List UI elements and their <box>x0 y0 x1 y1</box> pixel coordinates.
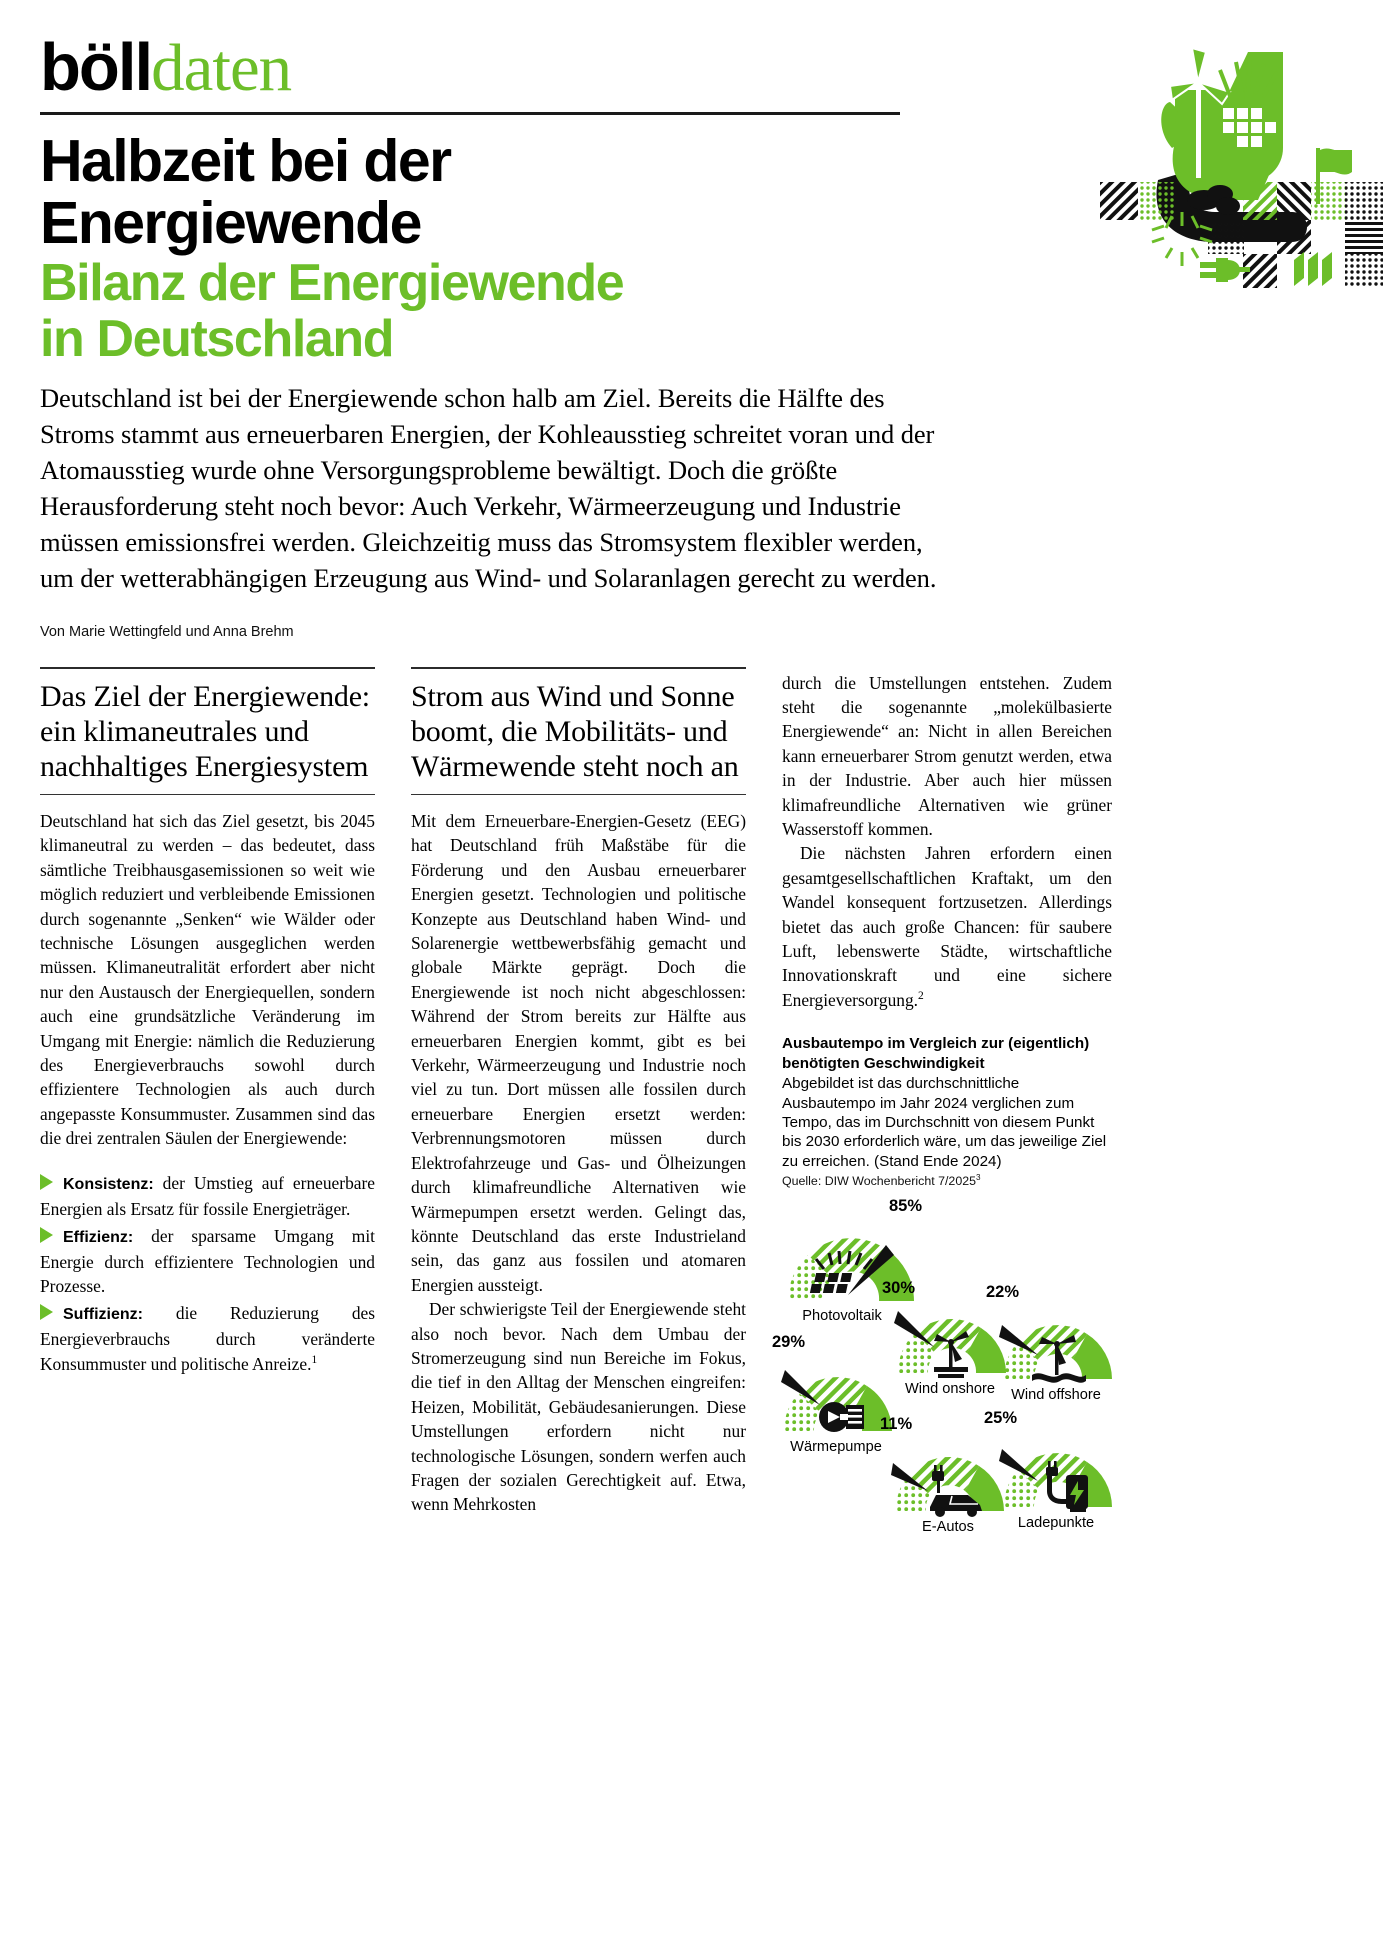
infographic-description: Abgebildet ist das durchschnittliche Ausbautempo im Jahr 2024 verglichen zum Tempo, das im Durchschnitt von diesem Punkt bis 2030 erforderlich wäre, um das jeweilige Ziel zu erreichen. (Stand Ende 2024) <box>782 1075 1107 1170</box>
infographic-title-line-1: Ausbautempo im Vergleich zur (eigentlich) <box>782 1035 1090 1053</box>
gauge-label-waermepumpe: Wärmepumpe <box>790 1439 882 1456</box>
footnote-ref: 3 <box>976 1173 981 1183</box>
triangle-bullet-icon <box>40 1304 53 1320</box>
gauge-label-ladepunkte: Ladepunkte <box>1017 1515 1095 1532</box>
column-1-rule-top <box>40 667 375 669</box>
list-item-term: Effizienz: <box>63 1228 134 1246</box>
list-item-term: Suffizienz: <box>63 1305 143 1323</box>
list-item <box>40 1171 375 1222</box>
masthead-divider <box>40 112 900 115</box>
subtitle-line-2: in Deutschland <box>40 310 394 368</box>
column-1 <box>40 667 375 1534</box>
gauge-chart <box>772 1197 1112 1536</box>
column-1-heading: Das Ziel der Energiewende: ein klimaneutrales und nachhaltiges Energiesystem <box>40 679 370 783</box>
brand-logo <box>40 30 292 105</box>
infographic-source <box>782 1173 1112 1189</box>
triangle-bullet-icon <box>40 1227 53 1243</box>
lead-paragraph: Deutschland ist bei der Energiewende schon halb am Ziel. Bereits die Hälfte des Stroms stammt aus erneuerbaren Energien, der Kohleausstieg schreitet voran und der Atomausstieg wurde ohne Versorgungsprobleme bewältigt. Doch die größte Herausforderung steht noch bevor: Auch Verkehr, Wärmeerzeugung und Industrie müssen emissionsfrei werden. Gleichzeitig muss das Stromsystem flexibler werden, um der wetterabhängigen Erzeugung aus Wind- und Solaranlagen gerecht zu werden. <box>40 383 937 593</box>
infographic-source-text: Quelle: DIW Wochenbericht 7/2025 <box>782 1174 976 1189</box>
headline-line-1: Halbzeit bei der <box>40 128 451 194</box>
list-item-text: der sparsame Umgang mit Energie durch effizientere Technologien und Prozesse. <box>40 1225 375 1297</box>
page-title <box>40 130 1346 366</box>
footnote-ref: 1 <box>311 1353 318 1366</box>
article-columns <box>40 667 1346 1534</box>
column-2-heading: Strom aus Wind und Sonne boomt, die Mobilitäts- und Wärmewende steht noch an <box>411 679 739 783</box>
gauge-value-ladepunkte: 25% <box>984 1409 1018 1428</box>
gauge-ladepunkte <box>984 1409 1118 1549</box>
list-item <box>40 1224 375 1299</box>
gauge-label-wind-onshore: Wind onshore <box>904 1381 996 1398</box>
list-item-text: der Umstieg auf erneuerbare Energien als Ersatz für fossile Energieträger. <box>40 1172 375 1220</box>
principles-list <box>40 1171 375 1376</box>
gauge-value-wind-offshore: 22% <box>986 1283 1020 1302</box>
column-3-paragraph-1: durch die Umstellungen entstehen. Zudem steht die sogenannte „molekülbasierte Energiewende“ an: Nicht in allen Bereichen kann erneuerbarer Strom genutzt werden, etwa in der Industrie. Aber auch hier müssen klimafreundliche Alternativen wie grüner Wasserstoff kommen. <box>782 672 1112 839</box>
subtitle-line-1: Bilanz der Energiewende <box>40 254 624 312</box>
list-item-term: Konsistenz: <box>63 1175 154 1193</box>
infographic-title-line-2: benötigten Geschwindigkeit <box>782 1055 985 1073</box>
triangle-bullet-icon <box>40 1174 53 1190</box>
footnote-ref: 2 <box>918 989 924 1002</box>
column-2-rule-bottom <box>411 794 746 796</box>
list-item <box>40 1301 375 1376</box>
gauge-waermepumpe <box>772 1333 898 1473</box>
gauge-value-wind-onshore: 30% <box>882 1279 916 1298</box>
gauge-value-photovoltaik: 85% <box>889 1197 923 1216</box>
gauge-label-photovoltaik: Photovoltaik <box>802 1308 882 1325</box>
gauge-label-wind-offshore: Wind offshore <box>1011 1387 1101 1404</box>
column-1-paragraph-1: Deutschland hat sich das Ziel gesetzt, bis 2045 klimaneutral zu werden – das bedeutet, dass sämtliche Treibhausgasemissionen so weit wie möglich reduziert und verbleibende Emissionen durch sogenannte „Senken“ wie Wälder oder technische Lösungen ausgeglichen werden müssen. Klimaneutralität erfordert aber nicht nur den Austausch der Energiequellen, sondern auch eine grundsätzliche Veränderung im Umgang mit Energie: nämlich die Reduzierung des Energieverbrauchs sowohl durch effizientere Technologien als auch durch angepasste Konsummuster. Zusammen sind das die drei zentralen Säulen der Energiewende: <box>40 811 375 1149</box>
headline-line-2: Energiewende <box>40 190 421 256</box>
column-2 <box>411 667 746 1534</box>
column-3-paragraph-2-text: Die nächsten Jahren erfordern einen gesamtgesellschaftlichen Kraftakt, um den Wandel konsequent fortzusetzen. Allerdings bietet das auch große Chancen: für saubere Luft, lebenswerte Städte, wirtschaftliche Innovationskraft und eine sichere Energieversorgung. <box>782 843 1112 1010</box>
column-2-rule-top <box>411 667 746 669</box>
brand-logo-light: daten <box>151 31 292 105</box>
column-2-paragraph-2: Der schwierigste Teil der Energiewende steht also noch bevor. Nach dem Umbau der Stromerzeugung sind nun Bereiche im Fokus, die tief in den Alltag der Menschen eingreifen: Heizen, Mobilität, Gebäudesanierungen. Diese Umstellungen erfordern nicht nur technologische Lösungen, sondern werfen auch Fragen der sozialen Gerechtigkeit auf. Etwa, wenn Mehrkosten <box>411 1299 746 1515</box>
column-2-paragraph-1: Mit dem Erneuerbare-Energien-Gesetz (EEG) hat Deutschland früh Maßstäbe für die Förderung und den Ausbau erneuerbarer Energien gesetzt. Technologien und politische Konzepte aus Deutschland haben Wind- und Solarenergie wettbewerbsfähig gemacht und globale Märkte geprägt. Doch die Energiewende ist noch nicht abgeschlossen: Während der Strom bereits zur Hälfte aus erneuerbaren Energien kommt, gibt es bei Verkehr, Wärmeerzeugung und Industrie noch viel zu tun. Dort müssen alle fossilen durch erneuerbare Energien ersetzt werden: Verbrennungsmotoren müssen durch Elektrofahrzeuge und Gas- und Ölheizungen durch klimafreundliche Alternativen wie Wärmepumpen ersetzt werden. Gelingt das, könnte Deutschland das erste Industrieland sein, das ganz aus fossilen und atomaren Energien aussteigt. <box>411 811 746 1295</box>
gauge-label-e-autos: E-Autos <box>922 1519 974 1536</box>
column-1-rule-bottom <box>40 794 375 796</box>
list-item-text: die Reduzierung des Energieverbrauchs durch veränderte Konsummuster und politische Anreize. <box>40 1302 375 1374</box>
byline: Von Marie Wettingfeld und Anna Brehm <box>40 623 294 640</box>
gauge-value-waermepumpe: 29% <box>772 1333 806 1352</box>
infographic-caption <box>782 1034 1112 1189</box>
gauge-value-e-autos: 11% <box>880 1415 913 1434</box>
brand-logo-bold: böll <box>40 30 152 105</box>
column-3 <box>772 667 1112 1536</box>
column-3-paragraph-2 <box>782 841 1112 1012</box>
